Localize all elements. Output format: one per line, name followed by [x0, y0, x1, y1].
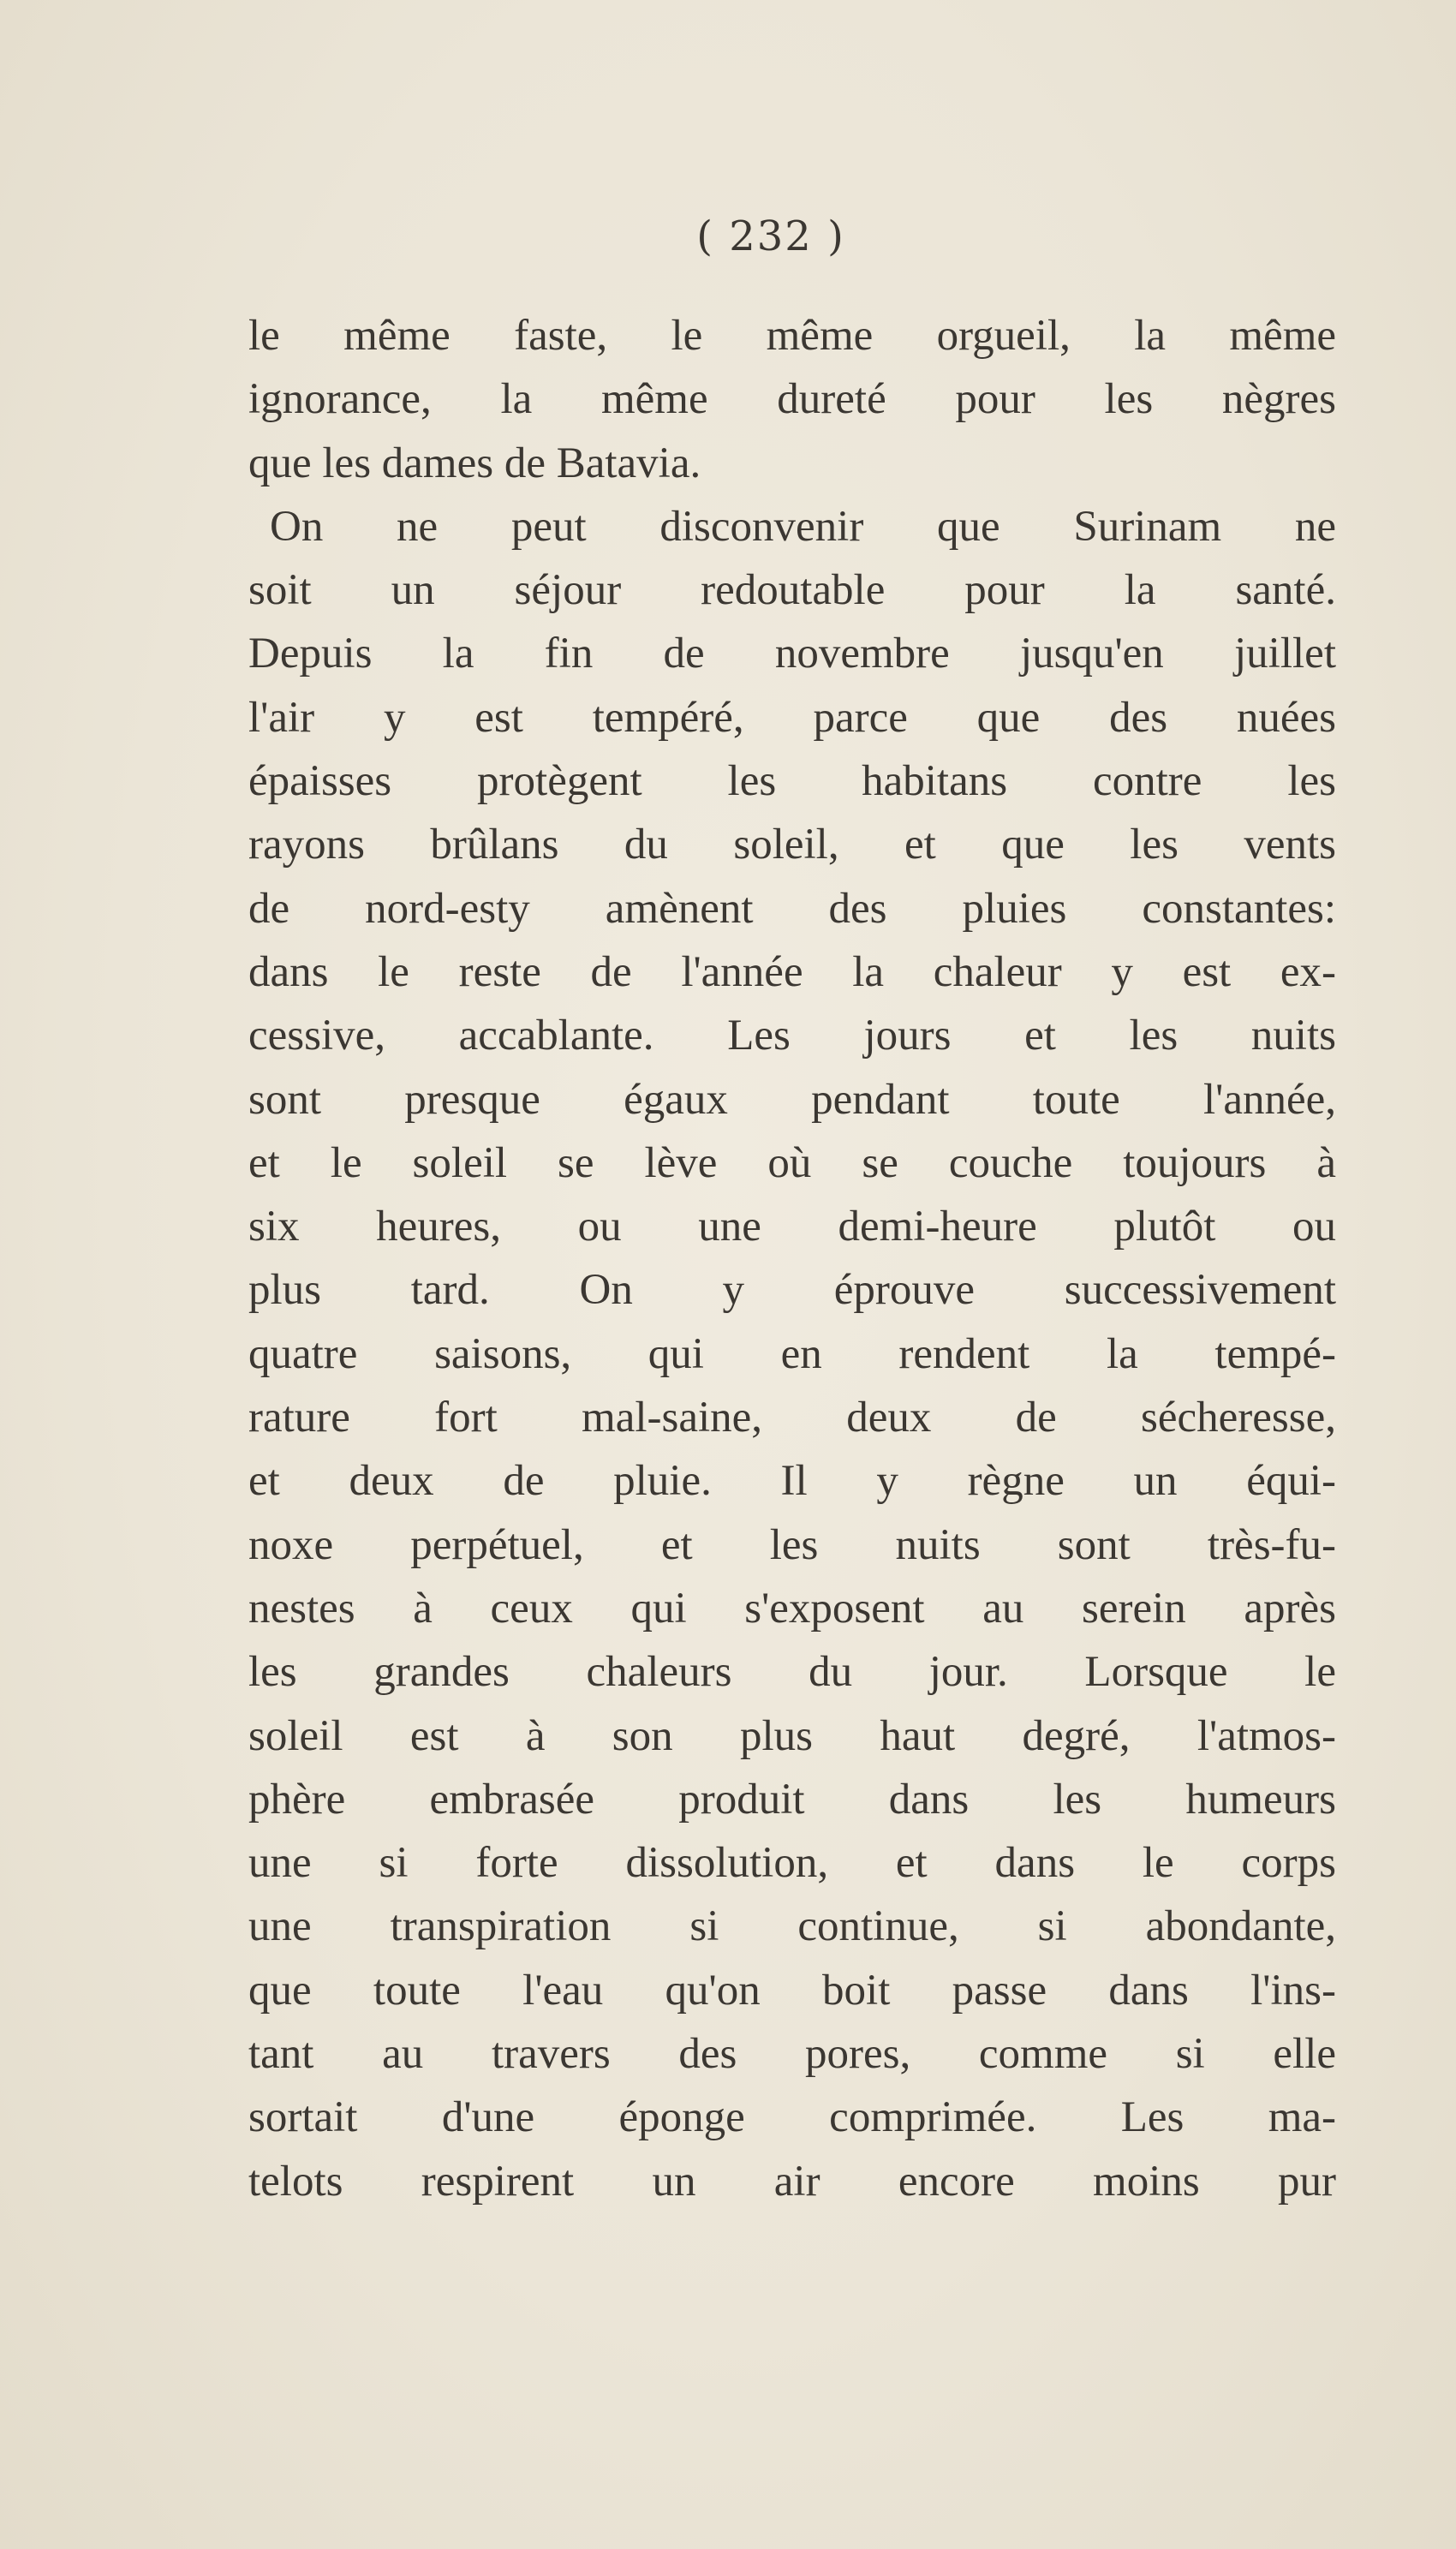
text-line: plus tard. On y éprouve successivement	[248, 1266, 1336, 1315]
text-line: Depuis la fin de novembre jusqu'en juillet	[248, 630, 1336, 678]
text-line: les grandes chaleurs du jour. Lorsque le	[248, 1648, 1336, 1697]
text-line: soit un séjour redoutable pour la santé.	[248, 566, 1336, 615]
text-line: quatre saisons, qui en rendent la tempé-	[248, 1329, 1336, 1378]
body-text	[248, 304, 1336, 2213]
text-line: six heures, ou une demi-heure plutôt ou	[248, 1203, 1336, 1251]
text-line: que les dames de Batavia.	[248, 439, 701, 487]
text-line: le même faste, le même orgueil, la même	[248, 312, 1336, 360]
text-line: cessive, accablante. Les jours et les nuits	[248, 1012, 1336, 1060]
text-line: noxe perpétuel, et les nuits sont très-fu-	[248, 1520, 1336, 1569]
text-line: phère embrasée produit dans les humeurs	[248, 1775, 1336, 1824]
paragraph-start-line: On ne peut disconvenir que Surinam ne	[270, 502, 1336, 551]
text-line: rayons brûlans du soleil, et que les vents	[248, 821, 1336, 869]
page-number: ( 232 )	[696, 212, 845, 260]
text-line: sont presque égaux pendant toute l'année,	[248, 1075, 1336, 1124]
text-line: de nord-esty amènent des pluies constantes:	[248, 884, 1336, 933]
text-line: l'air y est tempéré, parce que des nuées	[248, 693, 1336, 742]
text-line: tant au travers des pores, comme si elle	[248, 2030, 1336, 2079]
text-line: et deux de pluie. Il y règne un équi-	[248, 1457, 1336, 1506]
text-line: rature fort mal-saine, deux de sécheresse,	[248, 1394, 1336, 1442]
text-line: épaisses protègent les habitans contre les	[248, 757, 1336, 806]
text-line: une transpiration si continue, si abondante,	[248, 1902, 1336, 1951]
text-line: ignorance, la même dureté pour les nègres	[248, 375, 1336, 424]
text-line: et le soleil se lève où se couche toujours à	[248, 1138, 1336, 1187]
text-line: sortait d'une éponge comprimée. Les ma-	[248, 2093, 1336, 2142]
text-line: soleil est à son plus haut degré, l'atmos-	[248, 1711, 1336, 1760]
text-line: une si forte dissolution, et dans le corps	[248, 1839, 1336, 1888]
text-line: que toute l'eau qu'on boit passe dans l'ins-	[248, 1966, 1336, 2015]
text-line: nestes à ceux qui s'exposent au serein après	[248, 1584, 1336, 1633]
text-line: dans le reste de l'année la chaleur y est ex-	[248, 947, 1336, 996]
text-line: telots respirent un air encore moins pur	[248, 2157, 1336, 2206]
